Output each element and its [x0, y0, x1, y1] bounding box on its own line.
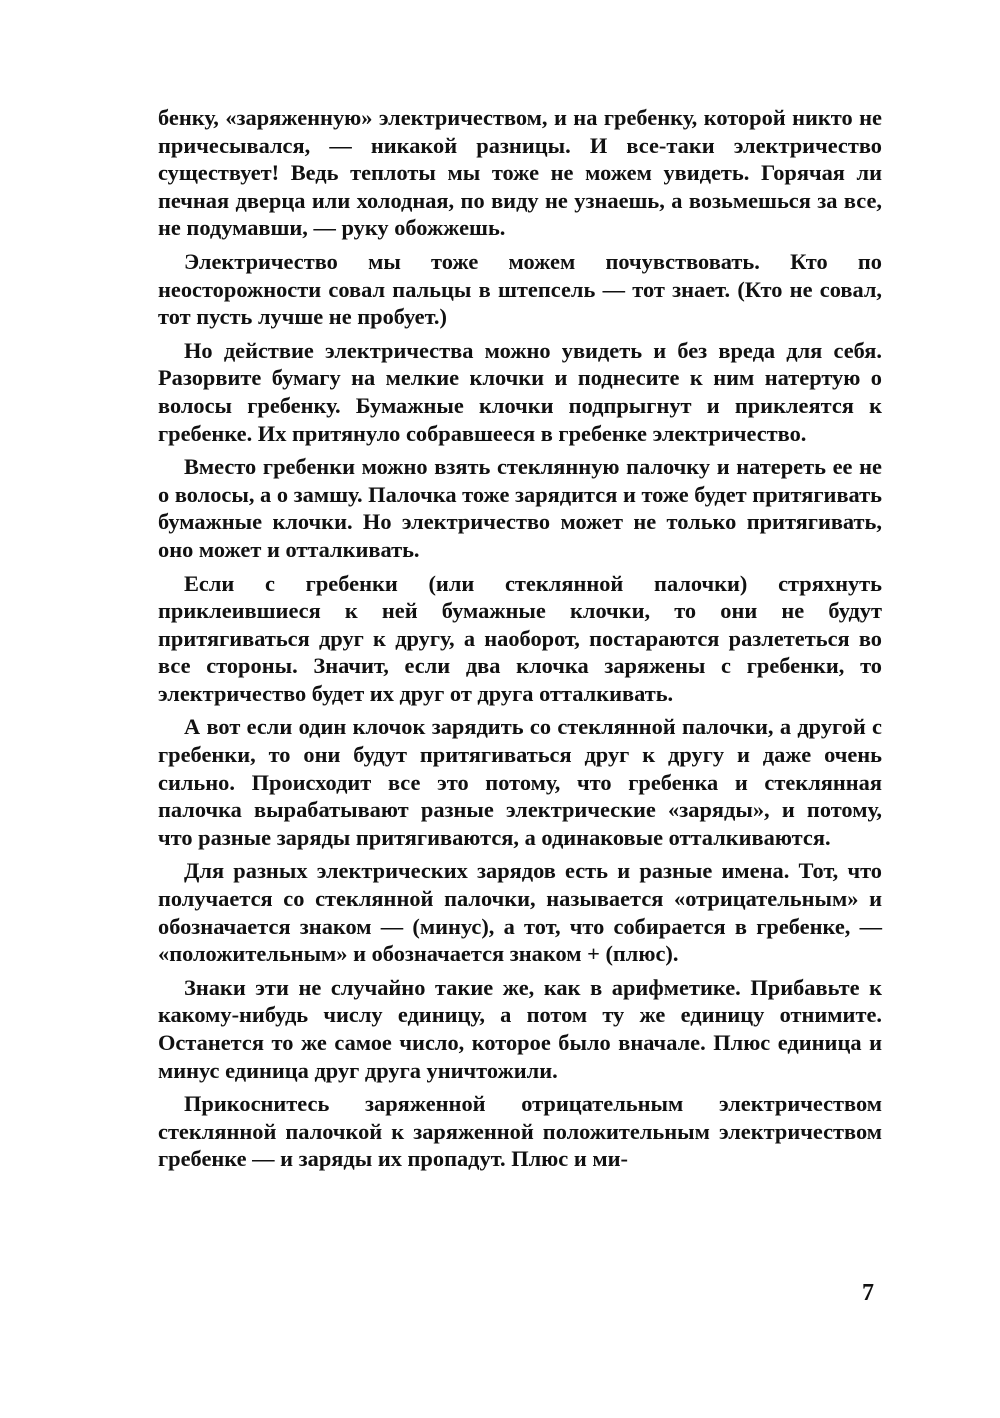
paragraph-9: Прикоснитесь заряженной отрицательным электричеством стеклянной палочкой к заряженной положительным электричеством гребенке — и заряды их пропадут. Плюс и ми-	[158, 1091, 882, 1172]
paragraph-3: Но действие электричества можно увидеть и без вреда для себя. Разорвите бумагу на мелкие клочки и поднесите к ним натертую о волосы гребенку. Бумажные клочки подпрыгнут и приклеятся к гребенке. Их притянуло собравшееся в гребенке электричество.	[158, 337, 882, 446]
paragraph-2: Электричество мы тоже можем почувствовать. Кто по неосторожности совал пальцы в штепсель — тот знает. (Кто не совал, тот пусть лучше не пробует.)	[158, 248, 882, 330]
paragraph-4: Вместо гребенки можно взять стеклянную палочку и натереть ее не о волосы, а о замшу. Палочка тоже зарядится и тоже будет притягивать бумажные клочки. Но электричество может не только притягивать, оно может и отталкивать.	[158, 454, 882, 562]
paragraph-6: А вот если один клочок зарядить со стеклянной палочки, а другой с гребенки, то они будут притягиваться друг к другу и даже очень сильно. Происходит все это потому, что гребенка и стеклянная палочка вырабатывают разные электрические «заряды», и потому, что разные заряды притягиваются, а одинаковые отталкиваются.	[158, 714, 882, 850]
paragraph-7: Для разных электрических зарядов есть и разные имена. Тот, что получается со стеклянной палочки, называется «отрицательным» и обозначается знаком — (минус), а тот, что собирается в гребенке, — «положительным» и обозначается знаком + (плюс).	[158, 858, 882, 967]
page-number: 7	[862, 1280, 874, 1306]
paragraph-1: бенку, «заряженную» электричеством, и на гребенку, которой никто не причесывался, — никакой разницы. И все-таки электричество существует! Ведь теплоты мы тоже не можем увидеть. Горячая ли печная дверца или холодная, по виду не узнаешь, а возьмешься за все, не подумавши, — руку обожжешь.	[158, 105, 882, 241]
paragraph-5: Если с гребенки (или стеклянной палочки) стряхнуть приклеившиеся к ней бумажные клочки, то они не будут притягиваться друг к другу, а наоборот, постараются разлететься во все стороны. Значит, если два клочка заряжены с гребенки, то электричество будет их друг от друга отталкивать.	[158, 570, 882, 706]
page-text	[158, 104, 882, 1179]
paragraph-8: Знаки эти не случайно такие же, как в арифметике. Прибавьте к какому-нибудь числу единицу, а потом ту же единицу отнимите. Останется то же самое число, которое было вначале. Плюс единица и минус единица друг друга уничтожили.	[158, 974, 882, 1083]
